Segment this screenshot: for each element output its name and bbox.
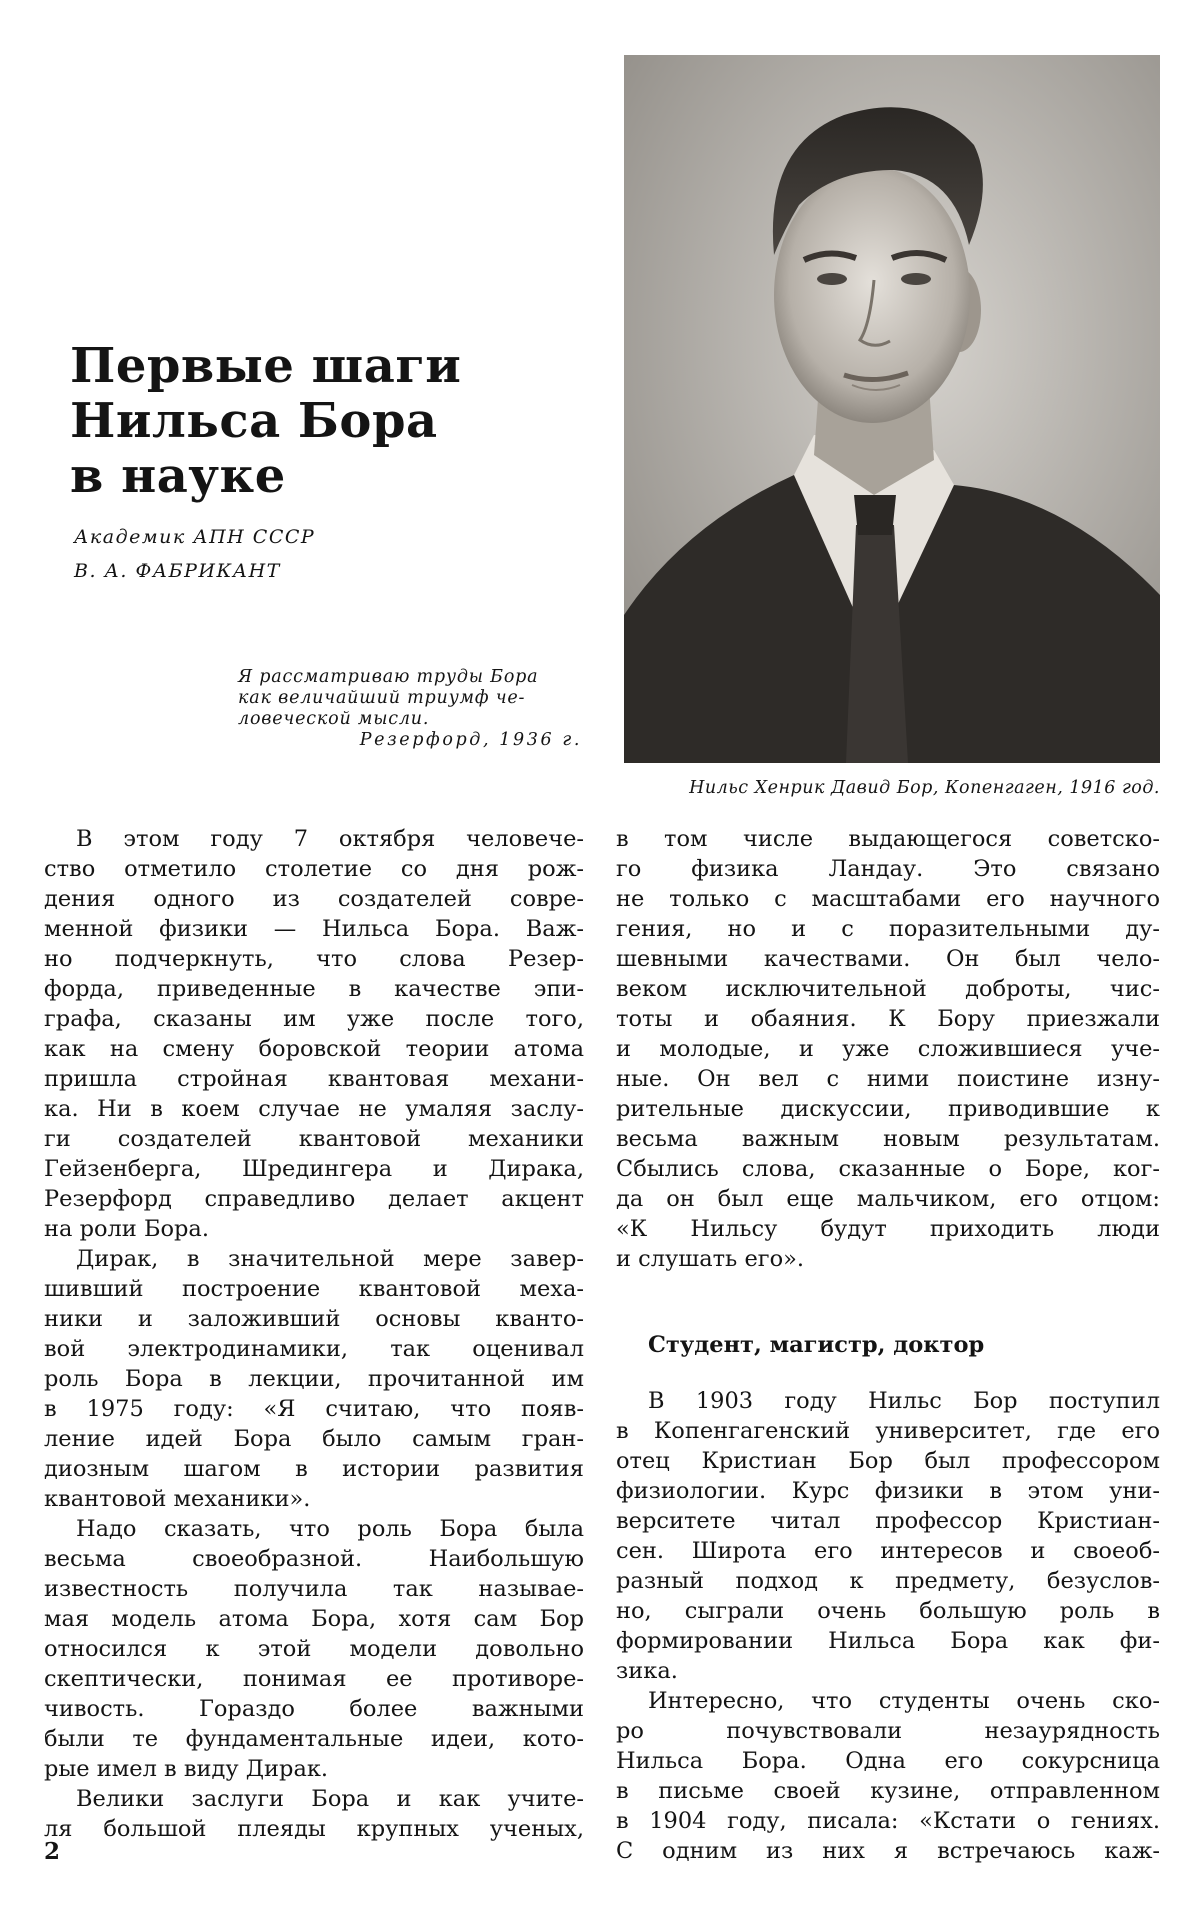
text-line: Велики заслуги Бора и как учите- [76, 1786, 584, 1812]
epigraph-line: Я рассматриваю труды Бора [238, 667, 539, 687]
author-title: Академик АПН СССР [74, 526, 316, 548]
text-line: го физика Ландау. Это связано [616, 856, 1160, 882]
epigraph [238, 667, 582, 751]
text-line: и молодые, и уже сложившиеся уче- [616, 1036, 1160, 1062]
portrait-photo [624, 55, 1160, 763]
text-line: ники и заложивший основы кванто- [44, 1306, 584, 1332]
text-line: шивший построение квантовой меха- [44, 1276, 584, 1302]
text-line: квантовой механики». [44, 1486, 311, 1512]
title-line: Нильса Бора [70, 393, 438, 450]
title-line: Первые шаги [70, 338, 462, 395]
text-line: в 1975 году: «Я считаю, что появ- [44, 1396, 584, 1422]
text-line: но подчеркнуть, что слова Резер- [44, 946, 584, 972]
author-name: В. А. ФАБРИКАНТ [74, 560, 281, 582]
text-line: скептически, понимая ее противоре- [44, 1666, 584, 1692]
text-line: ление идей Бора было самым гран- [44, 1426, 584, 1452]
article-title [70, 339, 530, 504]
text-line: В этом году 7 октября человече- [76, 826, 584, 852]
text-line: верситете читал профессор Кристиан- [616, 1508, 1160, 1534]
text-line: мая модель атома Бора, хотя сам Бор [44, 1606, 584, 1632]
text-line: известность получила так называе- [44, 1576, 584, 1602]
author-block [74, 520, 315, 588]
text-line: ро почувствовали незаурядность [616, 1718, 1160, 1744]
text-line: да он был еще мальчиком, его отцом: [616, 1186, 1160, 1212]
text-line: форда, приведенные в качестве эпи- [44, 976, 584, 1002]
text-line: в том числе выдающегося советско- [616, 826, 1160, 852]
text-line: гения, но и с поразительными ду- [616, 916, 1160, 942]
text-line: не только с масштабами его научного [616, 886, 1160, 912]
text-line: Надо сказать, что роль Бора была [76, 1516, 584, 1542]
text-line: вой электродинамики, так оценивал [44, 1336, 584, 1362]
text-line: графа, сказаны им уже после того, [44, 1006, 584, 1032]
text-line: ные. Он вел с ними поистине изну- [616, 1066, 1160, 1092]
text-line: как на смену боровской теории атома [44, 1036, 584, 1062]
text-line: ги создателей квантовой механики [44, 1126, 584, 1152]
title-line: в науке [70, 448, 286, 505]
text-line: весьма важным новым результатам. [616, 1126, 1160, 1152]
text-line: «К Нильсу будут приходить люди [616, 1216, 1160, 1242]
text-line: ка. Ни в коем случае не умаляя заслу- [44, 1096, 584, 1122]
epigraph-source: Резерфорд, 1936 г. [359, 730, 582, 750]
text-line: ля большой плеяды крупных ученых, [44, 1816, 584, 1842]
text-line: рительные дискуссии, приводившие к [616, 1096, 1160, 1122]
text-line: физиологии. Курс физики в этом уни- [616, 1478, 1160, 1504]
text-line: Дирак, в значительной мере завер- [76, 1246, 584, 1272]
epigraph-line: ловеческой мысли. [238, 709, 430, 729]
epigraph-line: как величайший триумф че- [238, 688, 526, 708]
text-line: и слушать его». [616, 1246, 805, 1272]
photo-caption: Нильс Хенрик Давид Бор, Копенгаген, 1916 год. [689, 778, 1160, 798]
text-line: относился к этой модели довольно [44, 1636, 584, 1662]
text-line: формировании Нильса Бора как фи- [616, 1628, 1160, 1654]
text-line: менной физики — Нильса Бора. Важ- [44, 916, 584, 942]
text-line: но, сыграли очень большую роль в [616, 1598, 1160, 1624]
page-number: 2 [44, 1838, 61, 1865]
text-line: Сбылись слова, сказанные о Боре, ког- [616, 1156, 1160, 1182]
text-line: зика. [616, 1658, 678, 1684]
text-line: веком исключительной доброты, чис- [616, 976, 1160, 1002]
text-line: были те фундаментальные идеи, кото- [44, 1726, 584, 1752]
text-line: тоты и обаяния. К Бору приезжали [616, 1006, 1160, 1032]
text-line: диозным шагом в истории развития [44, 1456, 584, 1482]
text-line: шевными качествами. Он был чело- [616, 946, 1160, 972]
text-line: Резерфорд справедливо делает акцент [44, 1186, 584, 1212]
text-line: Гейзенберга, Шредингера и Дирака, [44, 1156, 584, 1182]
text-line: разный подход к предмету, безуслов- [616, 1568, 1160, 1594]
text-line: весьма своеобразной. Наибольшую [44, 1546, 584, 1572]
text-line: роль Бора в лекции, прочитанной им [44, 1366, 584, 1392]
text-line: в письме своей кузине, отправленном [616, 1778, 1160, 1804]
text-line: на роли Бора. [44, 1216, 210, 1242]
text-line: дения одного из создателей совре- [44, 886, 584, 912]
text-line: Нильса Бора. Одна его сокурсница [616, 1748, 1160, 1774]
text-line: ство отметило столетие со дня рож- [44, 856, 584, 882]
text-line: сен. Широта его интересов и своеоб- [616, 1538, 1160, 1564]
portrait-illustration [624, 55, 1160, 763]
text-line: в Копенгагенский университет, где его [616, 1418, 1160, 1444]
text-line: Интересно, что студенты очень ско- [648, 1688, 1160, 1714]
left-column [44, 824, 584, 1844]
right-column [616, 824, 1160, 1866]
text-line: в 1904 году, писала: «Кстати о гениях. [616, 1808, 1160, 1834]
section-heading: Студент, магистр, доктор [648, 1332, 985, 1358]
text-line: С одним из них я встречаюсь каж- [616, 1838, 1160, 1864]
text-line: рые имел в виду Дирак. [44, 1756, 329, 1782]
text-line: пришла стройная квантовая механи- [44, 1066, 584, 1092]
text-line: чивость. Гораздо более важными [44, 1696, 584, 1722]
text-line: отец Кристиан Бор был профессором [616, 1448, 1160, 1474]
text-line: В 1903 году Нильс Бор поступил [648, 1388, 1160, 1414]
